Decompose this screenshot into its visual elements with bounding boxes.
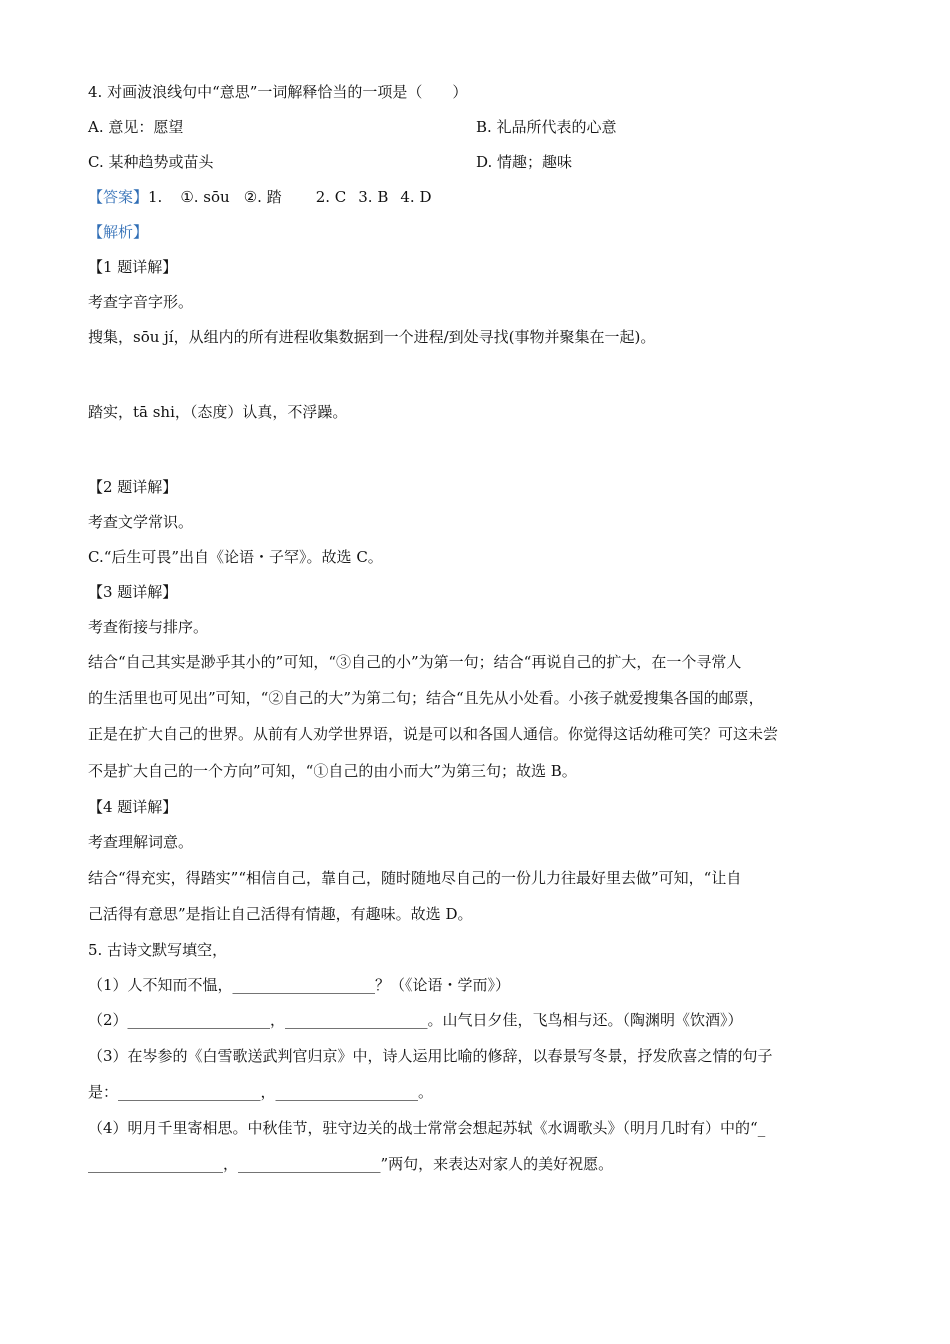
analysis-heading-3: 【3 题详解】 — [88, 583, 178, 601]
q5-item-3a: （3）在岑参的《白雪歌送武判官归京》中，诗人运用比喻的修辞，以春景写冬景，抒发欣喜之情的句子 — [88, 1047, 773, 1065]
answer-q1a: ①. sōu — [180, 188, 230, 206]
analysis-tag: 【解析】 — [88, 223, 149, 241]
analysis-heading-1: 【1 题详解】 — [88, 258, 178, 276]
answer-q3: 3. B — [358, 188, 389, 206]
answer-q1b: ②. 踏 — [243, 188, 282, 206]
analysis-3-text-b: 结合“自己其实是渺乎其小的”可知，“③自己的小”为第一句；结合“再说自己的扩大，在一个寻常人 — [88, 653, 742, 671]
q4-option-d: D. 情趣；趣味 — [476, 153, 573, 171]
q5-item-1: （1）人不知而不愠，___________________？（《论语・学而》） — [88, 976, 511, 994]
analysis-3-text-a: 考查衔接与排序。 — [88, 618, 209, 636]
q4-option-c: C. 某种趋势或苗头 — [88, 153, 214, 171]
answer-q1: 1. — [148, 188, 163, 206]
analysis-4-text-a: 考查理解词意。 — [88, 833, 194, 851]
analysis-3-text-c: 的生活里也可见出”可知，“②自己的大”为第二句；结合“且先从小处看。小孩子就爱搜集各国的邮票， — [88, 689, 764, 707]
analysis-heading-2: 【2 题详解】 — [88, 478, 178, 496]
analysis-heading-4: 【4 题详解】 — [88, 798, 178, 816]
analysis-1-text-a: 考查字音字形。 — [88, 293, 194, 311]
q5-stem: 5. 古诗文默写填空， — [88, 941, 228, 959]
analysis-2-text-b: C.“后生可畏”出自《论语・子罕》。故选 C。 — [88, 548, 383, 566]
answer-line — [88, 187, 431, 207]
q4-stem: 4. 对画波浪线句中“意思”一词解释恰当的一项是（ ） — [88, 83, 468, 101]
analysis-2-text-a: 考查文学常识。 — [88, 513, 194, 531]
analysis-3-text-d: 正是在扩大自己的世界。从前有人劝学世界语，说是可以和各国人通信。你觉得这话幼稚可笑？可这未尝 — [88, 725, 779, 743]
analysis-1-text-b: 搜集，sōu jí，从组内的所有进程收集数据到一个进程/到处寻找(事物并聚集在一起)。 — [88, 328, 656, 346]
answer-tag: 【答案】 — [88, 188, 149, 206]
analysis-1-text-c: 踏实，tā shi，（态度）认真，不浮躁。 — [88, 403, 348, 421]
q5-item-2: （2）___________________，___________________。山气日夕佳，飞鸟相与还。（陶渊明《饮酒》） — [88, 1011, 743, 1029]
q4-option-b: B. 礼品所代表的心意 — [476, 118, 617, 136]
analysis-4-text-b: 结合“得充实，得踏实”“相信自己，靠自己，随时随地尽自己的一份儿力往最好里去做”可知，“让自 — [88, 869, 742, 887]
q4-option-a: A. 意见：愿望 — [88, 118, 184, 136]
q5-item-3b: 是：___________________，___________________。 — [88, 1083, 434, 1101]
answer-q4: 4. D — [400, 188, 432, 206]
q5-item-4a: （4）明月千里寄相思。中秋佳节，驻守边关的战士常常会想起苏轼《水调歌头》（明月几时有）中的“_ — [88, 1119, 766, 1137]
q5-item-4b: __________________，___________________”两句，来表达对家人的美好祝愿。 — [88, 1155, 614, 1173]
analysis-3-text-e: 不是扩大自己的一个方向”可知，“①自己的由小而大”为第三句；故选 B。 — [88, 762, 577, 780]
analysis-4-text-c: 己活得有意思”是指让自己活得有情趣，有趣味。故选 D。 — [88, 905, 473, 923]
answer-q2: 2. C — [315, 188, 347, 206]
